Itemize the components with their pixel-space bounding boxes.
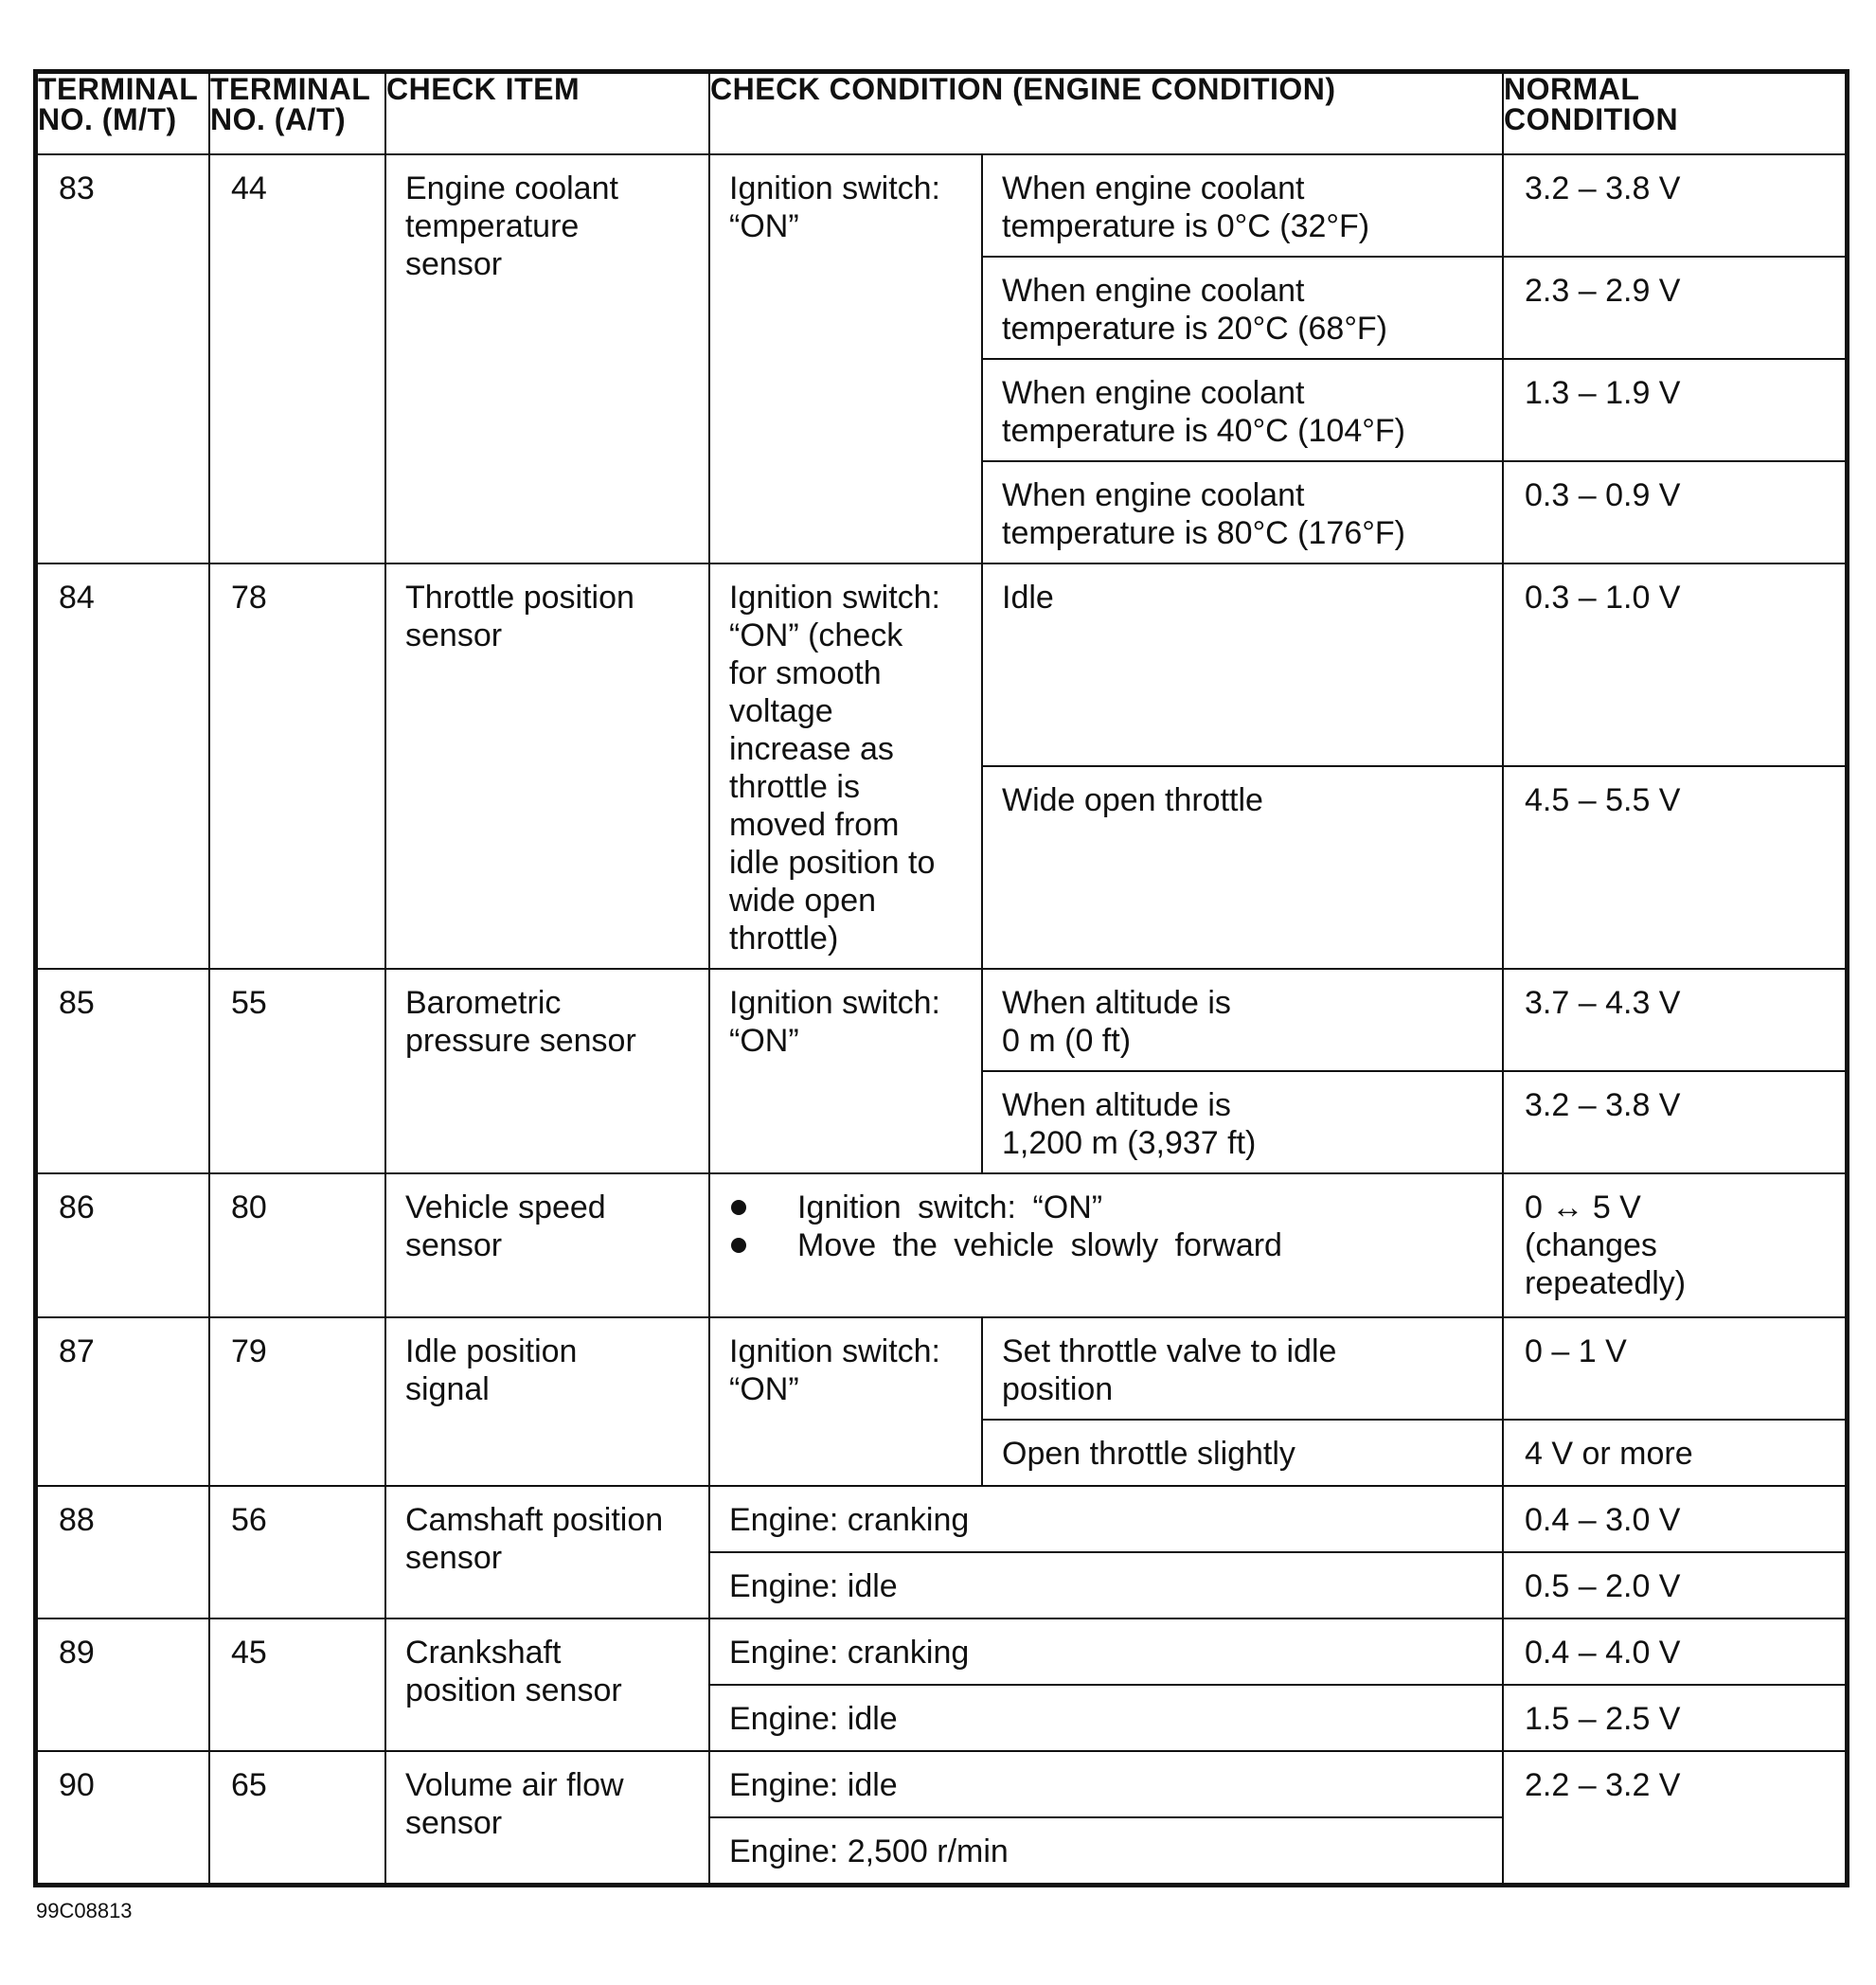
sub-condition-text: When engine coolant temperature is 40°C (104°F) [1002,375,1405,449]
check-condition-cell [709,1552,1503,1618]
normal-condition-cell [1503,1618,1846,1685]
table-row [37,1173,1846,1317]
normal-condition-cell [1503,563,1846,766]
normal-condition-text: 0 – 1 V [1525,1333,1627,1369]
check-item-cell [385,563,709,969]
header-terminal-at: TERMINAL NO. (A/T) [209,73,385,154]
normal-condition-cell [1503,1173,1846,1317]
normal-condition-cell [1503,1317,1846,1420]
check-condition-cell [709,1751,1503,1817]
normal-condition-text: 3.2 – 3.8 V [1525,1087,1681,1123]
sub-condition-cell [982,969,1503,1071]
terminal-at-value: 80 [231,1189,267,1225]
check-condition-cell [709,1817,1503,1884]
normal-condition-text: 4 V or more [1525,1436,1693,1472]
table-row [37,1486,1846,1552]
check-condition-cell [709,1685,1503,1751]
check-item-cell [385,969,709,1173]
terminal-mt-cell [37,1173,209,1317]
list-item [729,1189,1502,1226]
check-item-cell [385,154,709,563]
terminal-at-cell [209,969,385,1173]
normal-condition-text: 2.3 – 2.9 V [1525,273,1681,309]
normal-condition-cell [1503,1071,1846,1173]
check-item-text: Engine coolant temperature sensor [405,170,618,282]
header-normal-condition: NORMAL CONDITION [1503,73,1846,154]
terminal-at-cell [209,1317,385,1486]
sub-condition-cell [982,1317,1503,1420]
header-check-condition: CHECK CONDITION (ENGINE CONDITION) [709,73,1503,154]
terminal-check-table-container [36,72,1845,1885]
check-condition-cell [709,1486,1503,1552]
check-item-cell [385,1751,709,1884]
check-item-text: Camshaft position sensor [405,1502,664,1576]
terminal-mt-cell [37,969,209,1173]
check-condition-cell [709,969,982,1173]
check-item-cell [385,1486,709,1618]
normal-condition-cell [1503,1751,1846,1884]
normal-condition-cell [1503,1420,1846,1486]
normal-condition-cell [1503,1486,1846,1552]
normal-condition-text: 1.3 – 1.9 V [1525,375,1681,411]
normal-condition-text: 2.2 – 3.2 V [1525,1767,1681,1803]
terminal-at-value: 78 [231,580,267,616]
terminal-check-table [36,72,1847,1885]
normal-condition-text: 3.7 – 4.3 V [1525,985,1681,1021]
terminal-at-cell [209,1486,385,1618]
sub-condition-text: Wide open throttle [1002,782,1263,818]
terminal-mt-value: 85 [59,985,95,1021]
terminal-mt-value: 84 [59,580,95,616]
sub-condition-text: When altitude is 1,200 m (3,937 ft) [1002,1087,1257,1161]
terminal-at-value: 44 [231,170,267,206]
sub-condition-cell [982,766,1503,969]
sub-condition-text: Set throttle valve to idle position [1002,1333,1337,1407]
sub-condition-cell [982,1420,1503,1486]
normal-condition-text: 0.3 – 1.0 V [1525,580,1681,616]
normal-condition-cell [1503,154,1846,257]
terminal-at-value: 45 [231,1635,267,1671]
normal-condition-cell [1503,1685,1846,1751]
terminal-at-value: 79 [231,1333,267,1369]
normal-condition-text: 3.2 – 3.8 V [1525,170,1681,206]
normal-condition-text: 0.5 – 2.0 V [1525,1568,1681,1604]
normal-condition-cell [1503,359,1846,461]
bullet-icon [731,1200,746,1215]
terminal-at-value: 55 [231,985,267,1021]
check-condition-text: Ignition switch: “ON” [729,170,940,244]
check-condition-cell [709,563,982,969]
terminal-mt-cell [37,563,209,969]
check-condition-cell [709,1173,1503,1317]
terminal-mt-value: 90 [59,1767,95,1803]
table-row [37,969,1846,1071]
table-row [37,1618,1846,1685]
sub-condition-text: Idle [1002,580,1054,616]
terminal-mt-value: 83 [59,170,95,206]
normal-condition-text: 0.3 – 0.9 V [1525,477,1681,513]
terminal-at-cell [209,563,385,969]
check-condition-cell [709,154,982,563]
table-row [37,1751,1846,1817]
terminal-mt-cell [37,1317,209,1486]
check-condition-text: Engine: idle [729,1701,898,1737]
check-item-cell [385,1618,709,1751]
normal-condition-cell [1503,766,1846,969]
check-item-text: Vehicle speed sensor [405,1189,606,1263]
terminal-mt-cell [37,1618,209,1751]
normal-condition-cell [1503,461,1846,563]
terminal-mt-cell [37,154,209,563]
check-item-cell [385,1173,709,1317]
header-terminal-mt: TERMINAL NO. (M/T) [37,73,209,154]
terminal-at-value: 65 [231,1767,267,1803]
sub-condition-text: When altitude is 0 m (0 ft) [1002,985,1231,1059]
sub-condition-cell [982,154,1503,257]
normal-condition-cell [1503,969,1846,1071]
normal-condition-cell [1503,257,1846,359]
terminal-mt-value: 86 [59,1189,95,1225]
table-row [37,563,1846,766]
terminal-mt-value: 88 [59,1502,95,1538]
check-condition-text: Ignition switch: “ON” [729,985,940,1059]
check-item-text: Volume air flow sensor [405,1767,624,1841]
normal-condition-text: 0.4 – 3.0 V [1525,1502,1681,1538]
terminal-at-cell [209,1618,385,1751]
list-item [729,1226,1502,1264]
sub-condition-text: When engine coolant temperature is 20°C (68°F) [1002,273,1388,347]
table-row [37,154,1846,257]
check-condition-text: Engine: 2,500 r/min [729,1833,1009,1869]
check-condition-text: Ignition switch: “ON” (check for smooth voltage increase as throttle is moved from idle position to wide open throttle) [729,580,940,957]
check-condition-text: Engine: cranking [729,1502,970,1538]
bullet-icon [731,1238,746,1253]
check-condition-text: Engine: idle [729,1767,898,1803]
normal-condition-text: 0.4 – 4.0 V [1525,1635,1681,1671]
header-check-item: CHECK ITEM [385,73,709,154]
terminal-at-value: 56 [231,1502,267,1538]
check-condition-text: Engine: cranking [729,1635,970,1671]
sub-condition-cell [982,461,1503,563]
normal-condition-text: 0 ↔ 5 V (changes repeatedly) [1525,1189,1687,1301]
check-condition-cell [709,1618,1503,1685]
check-item-text: Idle position signal [405,1333,578,1407]
terminal-at-cell [209,154,385,563]
terminal-at-cell [209,1751,385,1884]
bullet-text: Move the vehicle slowly forward [797,1227,1282,1263]
check-item-cell [385,1317,709,1486]
normal-condition-text: 1.5 – 2.5 V [1525,1701,1681,1737]
check-condition-cell [709,1317,982,1486]
terminal-mt-cell [37,1751,209,1884]
check-condition-text: Engine: idle [729,1568,898,1604]
check-item-text: Crankshaft position sensor [405,1635,622,1708]
figure-code: 99C08813 [36,1899,133,1922]
terminal-mt-cell [37,1486,209,1618]
sub-condition-cell [982,563,1503,766]
condition-bullet-list [710,1174,1502,1264]
sub-condition-text: When engine coolant temperature is 80°C (176°F) [1002,477,1405,551]
terminal-at-cell [209,1173,385,1317]
check-condition-text: Ignition switch: “ON” [729,1333,940,1407]
table-row [37,1317,1846,1420]
check-item-text: Throttle position sensor [405,580,634,653]
normal-condition-text: 4.5 – 5.5 V [1525,782,1681,818]
terminal-mt-value: 89 [59,1635,95,1671]
bullet-text: Ignition switch: “ON” [797,1189,1103,1225]
terminal-mt-value: 87 [59,1333,95,1369]
normal-condition-cell [1503,1552,1846,1618]
sub-condition-text: Open throttle slightly [1002,1436,1295,1472]
sub-condition-cell [982,359,1503,461]
sub-condition-cell [982,257,1503,359]
sub-condition-cell [982,1071,1503,1173]
check-item-text: Barometric pressure sensor [405,985,636,1059]
sub-condition-text: When engine coolant temperature is 0°C (32°F) [1002,170,1370,244]
table-header-row [37,73,1846,154]
